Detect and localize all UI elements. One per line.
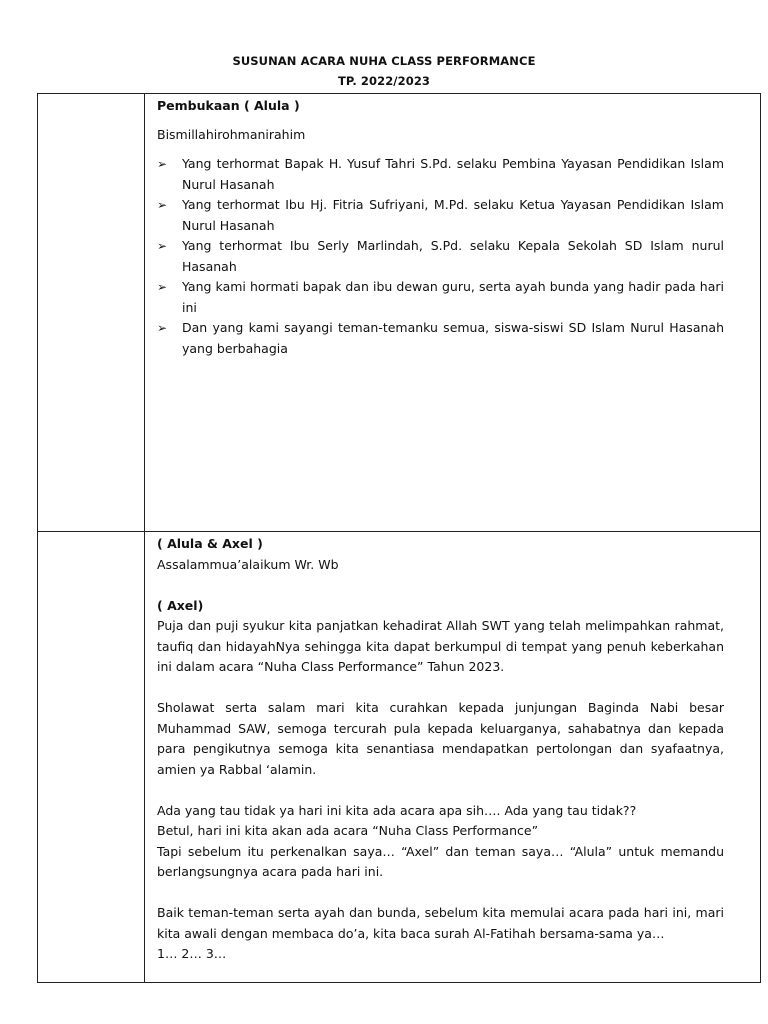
list-item [157, 236, 724, 277]
list-item-text: Dan yang kami sayangi teman-temanku semua, siswa-siswi SD Islam Nurul Hasanah yang berbahagia [182, 320, 724, 356]
opening-text: Bismillahirohmanirahim [157, 126, 306, 142]
table-row [38, 94, 761, 532]
content-cell [145, 94, 761, 532]
paragraph: Puja dan puji syukur kita panjatkan kehadirat Allah SWT yang telah melimpahkan rahmat, taufiq dan hidayahNya sehingga kita dapat berkumpul di tempat yang penuh keberkahan ini dalam acara “Nuha Class Performance” Tahun 2023. [157, 618, 724, 674]
list-item [157, 195, 724, 236]
list-item-text: Yang terhormat Ibu Serly Marlindah, S.Pd. selaku Kepala Sekolah SD Islam nurul Hasanah [182, 238, 724, 274]
table-row [38, 532, 761, 983]
list-item-text: Yang terhormat Bapak H. Yusuf Tahri S.Pd. selaku Pembina Yayasan Pendidikan Islam Nurul Hasanah [182, 156, 724, 192]
arrowhead-bullet-icon: ➢ [157, 239, 168, 253]
paragraph-line: Tapi sebelum itu perkenalkan saya… “Axel” dan teman saya… “Alula” untuk memandu berlangsungnya acara pada hari ini. [157, 843, 724, 879]
arrowhead-bullet-icon: ➢ [157, 321, 168, 335]
schedule-table [37, 93, 761, 983]
paragraph-line: Betul, hari ini kita akan ada acara “Nuha Class Performance” [157, 823, 539, 838]
content-cell [145, 532, 761, 983]
list-item [157, 277, 724, 318]
speaker-label: ( Axel) [157, 597, 204, 613]
paragraph: Sholawat serta salam mari kita curahkan kepada junjungan Baginda Nabi besar Muhammad SAW, semoga tercurah pula kepada keluarganya, sahabatnya dan kepada para pengikutnya semoga kita senantiasa mendapatkan pertolongan dan syafaatnya, amien ya Rabbal ‘alamin. [157, 700, 724, 777]
paragraph-line: Ada yang tau tidak ya hari ini kita ada acara apa sih…. Ada yang tau tidak?? [157, 802, 637, 818]
greeting-text: Assalammua’alaikum Wr. Wb [157, 556, 339, 572]
document-subtitle: TP. 2022/2023 [337, 74, 431, 88]
section-heading: Pembukaan ( Alula ) [157, 98, 300, 113]
list-item-text: Yang kami hormati bapak dan ibu dewan guru, serta ayah bunda yang hadir pada hari ini [182, 279, 724, 315]
list-item [157, 318, 724, 359]
paragraph: Baik teman-teman serta ayah dan bunda, sebelum kita memulai acara pada hari ini, mari kita awali dengan membaca do’a, kita baca surah Al-Fatihah bersama-sama ya… [157, 905, 724, 941]
salutation-list [157, 154, 724, 359]
arrowhead-bullet-icon: ➢ [157, 280, 168, 294]
list-item [157, 154, 724, 195]
arrowhead-bullet-icon: ➢ [157, 157, 168, 171]
arrowhead-bullet-icon: ➢ [157, 198, 168, 212]
section-heading: ( Alula & Axel ) [157, 536, 263, 551]
list-item-text: Yang terhormat Ibu Hj. Fitria Sufriyani, M.Pd. selaku Ketua Yayasan Pendidikan Islam Nurul Hasanah [182, 197, 724, 233]
count-text: 1… 2… 3… [157, 946, 227, 961]
time-cell [38, 532, 145, 983]
time-cell [38, 94, 145, 532]
document-title: SUSUNAN ACARA NUHA CLASS PERFORMANCE [232, 54, 536, 68]
